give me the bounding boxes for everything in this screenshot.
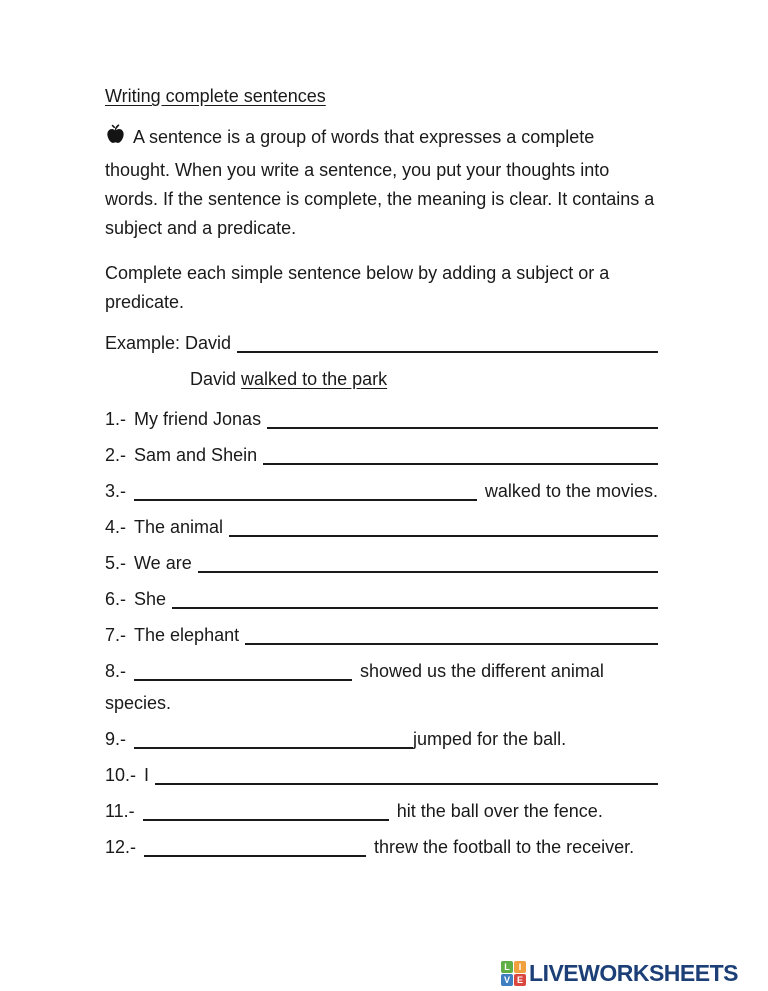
sentence-row-6 <box>105 589 658 609</box>
brand-name: LIVEWORKSHEETS <box>529 960 738 986</box>
intro-paragraph <box>105 123 658 243</box>
page-title: Writing complete sentences <box>105 86 326 106</box>
answer-blank-11[interactable] <box>143 816 389 821</box>
apple-icon <box>105 124 126 156</box>
item-number: 10.- <box>105 765 137 785</box>
item-text: My friend Jonas <box>134 409 262 429</box>
item-number: 6.- <box>105 589 127 609</box>
answer-blank-3[interactable] <box>134 496 477 501</box>
example-label: Example: David <box>105 333 232 353</box>
sentence-row-10 <box>105 765 658 785</box>
answer-blank-10[interactable] <box>155 780 658 785</box>
sentence-row-8-continued <box>105 693 658 713</box>
answer-blank-5[interactable] <box>198 568 658 573</box>
item-text: threw the football to the receiver. <box>374 837 635 857</box>
item-number: 4.- <box>105 517 127 537</box>
answer-blank-8[interactable] <box>134 676 352 681</box>
answer-blank-7[interactable] <box>245 640 658 645</box>
item-number: 5.- <box>105 553 127 573</box>
item-text: jumped for the ball. <box>413 729 567 749</box>
item-number: 12.- <box>105 837 137 857</box>
item-number: 8.- <box>105 661 127 681</box>
sentence-row-3 <box>105 481 658 501</box>
item-number: 11.- <box>105 801 135 821</box>
example-row <box>105 333 658 353</box>
sentence-row-11 <box>105 801 658 821</box>
logo-square-e: E <box>514 974 526 986</box>
sentence-row-4 <box>105 517 658 537</box>
answer-blank-example[interactable] <box>237 348 658 353</box>
sentence-row-9 <box>105 729 658 749</box>
item-number: 7.- <box>105 625 127 645</box>
instructions-text: Complete each simple sentence below by adding a subject or a predicate. <box>105 263 610 312</box>
item-text: hit the ball over the fence. <box>396 801 603 821</box>
item-text: Sam and Shein <box>134 445 258 465</box>
item-number: 2.- <box>105 445 127 465</box>
answer-blank-9[interactable] <box>134 744 413 749</box>
sentence-row-1 <box>105 409 658 429</box>
item-number: 9.- <box>105 729 127 749</box>
logo-squares-icon <box>501 961 526 986</box>
item-text: The animal <box>134 517 224 537</box>
item-number: 1.- <box>105 409 127 429</box>
sentence-row-2 <box>105 445 658 465</box>
logo-square-i: I <box>514 961 526 973</box>
logo-square-v: V <box>501 974 513 986</box>
item-text: species. <box>105 693 172 713</box>
answer-blank-2[interactable] <box>263 460 658 465</box>
example-answer <box>190 369 658 389</box>
sentence-row-7 <box>105 625 658 645</box>
logo-square-l: L <box>501 961 513 973</box>
intro-text: A sentence is a group of words that expresses a complete thought. When you write a sentence, you put your thoughts into words. If the sentence is complete, the meaning is clear. It contains a subject and a predicate. <box>105 127 655 238</box>
item-text: walked to the movies. <box>484 481 658 501</box>
item-text: She <box>134 589 167 609</box>
item-text: The elephant <box>134 625 240 645</box>
item-text: showed us the different animal <box>360 661 604 681</box>
answer-blank-12[interactable] <box>144 852 366 857</box>
item-text: I <box>144 765 150 785</box>
sentence-row-8 <box>105 661 658 681</box>
item-text: We are <box>134 553 192 573</box>
item-number: 3.- <box>105 481 127 501</box>
sentence-row-12 <box>105 837 658 857</box>
answer-blank-4[interactable] <box>229 532 658 537</box>
liveworksheets-logo[interactable] <box>501 960 738 987</box>
example-answer-predicate: walked to the park <box>241 369 388 389</box>
answer-blank-6[interactable] <box>172 604 658 609</box>
sentence-row-5 <box>105 553 658 573</box>
answer-blank-1[interactable] <box>267 424 658 429</box>
example-answer-subject: David <box>190 369 237 389</box>
